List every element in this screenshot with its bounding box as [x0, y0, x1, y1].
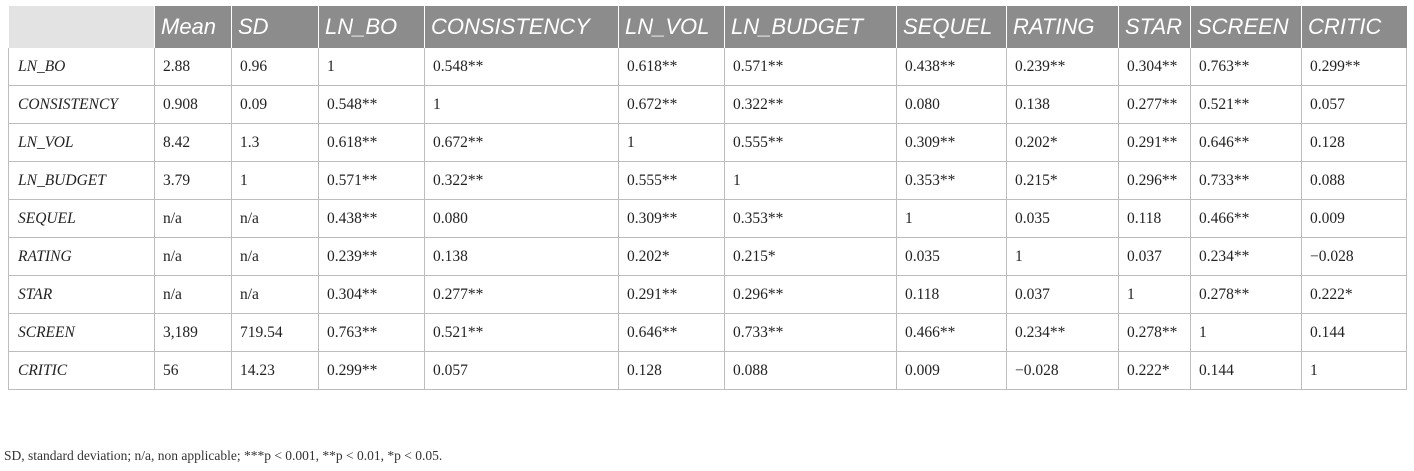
value-cell: 0.277** — [425, 276, 619, 314]
column-header: Mean — [155, 6, 232, 48]
value-cell: 0.035 — [1007, 200, 1119, 238]
value-cell: 0.291** — [619, 276, 725, 314]
value-cell: 0.438** — [319, 200, 425, 238]
column-header: RATING — [1007, 6, 1119, 48]
value-cell: n/a — [232, 238, 319, 276]
table-row — [9, 124, 1407, 162]
value-cell: 0.521** — [1191, 86, 1302, 124]
value-cell: 1 — [232, 162, 319, 200]
value-cell: 0.037 — [1119, 238, 1191, 276]
value-cell: 0.618** — [619, 48, 725, 86]
table-row — [9, 352, 1407, 390]
value-cell: 0.234** — [1007, 314, 1119, 352]
value-cell: n/a — [232, 276, 319, 314]
value-cell: 0.239** — [319, 238, 425, 276]
value-cell: 0.057 — [425, 352, 619, 390]
value-cell: 0.278** — [1191, 276, 1302, 314]
value-cell: −0.028 — [1007, 352, 1119, 390]
value-cell: 0.128 — [1302, 124, 1407, 162]
value-cell: 1 — [897, 200, 1007, 238]
value-cell: 0.09 — [232, 86, 319, 124]
value-cell: 719.54 — [232, 314, 319, 352]
table-row — [9, 276, 1407, 314]
value-cell: 1 — [1191, 314, 1302, 352]
value-cell: 0.304** — [1119, 48, 1191, 86]
value-cell: 0.296** — [725, 276, 897, 314]
value-cell: 0.733** — [725, 314, 897, 352]
value-cell: 0.309** — [897, 124, 1007, 162]
table-row — [9, 200, 1407, 238]
value-cell: 0.138 — [425, 238, 619, 276]
value-cell: 0.118 — [897, 276, 1007, 314]
value-cell: 0.202* — [1007, 124, 1119, 162]
row-label-cell: SEQUEL — [9, 200, 155, 238]
table-row — [9, 86, 1407, 124]
row-label-cell: RATING — [9, 238, 155, 276]
row-label-cell: STAR — [9, 276, 155, 314]
value-cell: 8.42 — [155, 124, 232, 162]
value-cell: 0.555** — [725, 124, 897, 162]
value-cell: 0.618** — [319, 124, 425, 162]
value-cell: 3.79 — [155, 162, 232, 200]
row-label-cell: LN_BUDGET — [9, 162, 155, 200]
value-cell: 0.299** — [1302, 48, 1407, 86]
value-cell: 0.291** — [1119, 124, 1191, 162]
table-row — [9, 238, 1407, 276]
value-cell: 0.466** — [897, 314, 1007, 352]
table-row — [9, 314, 1407, 352]
value-cell: 0.466** — [1191, 200, 1302, 238]
value-cell: 0.733** — [1191, 162, 1302, 200]
row-label-cell: CONSISTENCY — [9, 86, 155, 124]
value-cell: 0.521** — [425, 314, 619, 352]
value-cell: 0.202* — [619, 238, 725, 276]
value-cell: n/a — [155, 200, 232, 238]
value-cell: 0.037 — [1007, 276, 1119, 314]
correlation-table — [8, 6, 1407, 390]
value-cell: 0.222* — [1119, 352, 1191, 390]
value-cell: 0.571** — [725, 48, 897, 86]
value-cell: 0.672** — [619, 86, 725, 124]
value-cell: 0.96 — [232, 48, 319, 86]
value-cell: 0.322** — [425, 162, 619, 200]
value-cell: 0.309** — [619, 200, 725, 238]
value-cell: 0.239** — [1007, 48, 1119, 86]
column-header: SEQUEL — [897, 6, 1007, 48]
value-cell: 14.23 — [232, 352, 319, 390]
value-cell: 56 — [155, 352, 232, 390]
column-header: LN_BO — [319, 6, 425, 48]
value-cell: 0.234** — [1191, 238, 1302, 276]
value-cell: 1 — [725, 162, 897, 200]
value-cell: 0.009 — [897, 352, 1007, 390]
value-cell: 0.322** — [725, 86, 897, 124]
row-label-cell: SCREEN — [9, 314, 155, 352]
value-cell: n/a — [155, 238, 232, 276]
value-cell: 1 — [1302, 352, 1407, 390]
value-cell: 0.009 — [1302, 200, 1407, 238]
value-cell: 0.215* — [725, 238, 897, 276]
value-cell: 0.646** — [619, 314, 725, 352]
column-header: LN_BUDGET — [725, 6, 897, 48]
value-cell: 3,189 — [155, 314, 232, 352]
value-cell: 0.353** — [725, 200, 897, 238]
value-cell: 0.646** — [1191, 124, 1302, 162]
header-corner-cell — [9, 6, 155, 48]
column-header: STAR — [1119, 6, 1191, 48]
value-cell: 0.304** — [319, 276, 425, 314]
value-cell: 1 — [619, 124, 725, 162]
value-cell: 0.057 — [1302, 86, 1407, 124]
value-cell: 0.222* — [1302, 276, 1407, 314]
value-cell: 0.571** — [319, 162, 425, 200]
value-cell: 0.088 — [1302, 162, 1407, 200]
table-row — [9, 162, 1407, 200]
value-cell: 0.035 — [897, 238, 1007, 276]
value-cell: n/a — [155, 276, 232, 314]
value-cell: 0.144 — [1191, 352, 1302, 390]
value-cell: 0.438** — [897, 48, 1007, 86]
value-cell: 0.296** — [1119, 162, 1191, 200]
value-cell: 1 — [319, 48, 425, 86]
value-cell: 1.3 — [232, 124, 319, 162]
table-row — [9, 48, 1407, 86]
value-cell: 0.138 — [1007, 86, 1119, 124]
value-cell: 0.555** — [619, 162, 725, 200]
value-cell: 0.548** — [319, 86, 425, 124]
column-header: SCREEN — [1191, 6, 1302, 48]
value-cell: 0.080 — [897, 86, 1007, 124]
column-header: CONSISTENCY — [425, 6, 619, 48]
value-cell: 0.080 — [425, 200, 619, 238]
value-cell: 0.763** — [319, 314, 425, 352]
table-header — [9, 6, 1407, 48]
value-cell: 0.088 — [725, 352, 897, 390]
row-label-cell: CRITIC — [9, 352, 155, 390]
value-cell: 0.299** — [319, 352, 425, 390]
table-footnote: SD, standard deviation; n/a, non applicable; ***p < 0.001, **p < 0.01, *p < 0.05. — [4, 448, 443, 463]
value-cell: 2.88 — [155, 48, 232, 86]
column-header: LN_VOL — [619, 6, 725, 48]
column-header: CRITIC — [1302, 6, 1407, 48]
table-body — [9, 48, 1407, 390]
value-cell: 0.908 — [155, 86, 232, 124]
value-cell: 0.118 — [1119, 200, 1191, 238]
value-cell: −0.028 — [1302, 238, 1407, 276]
value-cell: 0.278** — [1119, 314, 1191, 352]
correlation-table-container — [8, 6, 1406, 390]
value-cell: 0.144 — [1302, 314, 1407, 352]
header-row — [9, 6, 1407, 48]
value-cell: 0.548** — [425, 48, 619, 86]
row-label-cell: LN_VOL — [9, 124, 155, 162]
value-cell: 0.672** — [425, 124, 619, 162]
value-cell: 0.215* — [1007, 162, 1119, 200]
value-cell: 0.353** — [897, 162, 1007, 200]
value-cell: 1 — [1119, 276, 1191, 314]
value-cell: 1 — [1007, 238, 1119, 276]
value-cell: 1 — [425, 86, 619, 124]
column-header: SD — [232, 6, 319, 48]
value-cell: 0.763** — [1191, 48, 1302, 86]
value-cell: 0.277** — [1119, 86, 1191, 124]
value-cell: n/a — [232, 200, 319, 238]
value-cell: 0.128 — [619, 352, 725, 390]
row-label-cell: LN_BO — [9, 48, 155, 86]
